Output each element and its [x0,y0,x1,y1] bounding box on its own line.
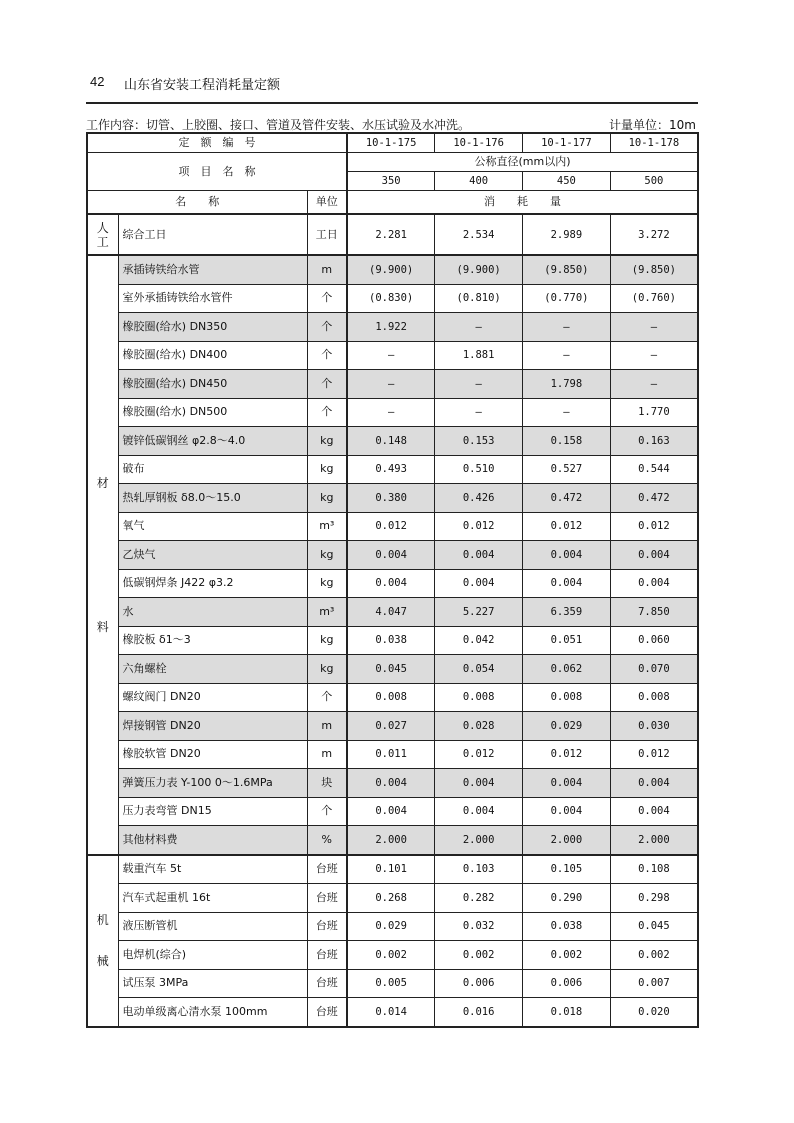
item-unit: 工日 [307,214,347,255]
item-unit: 个 [307,683,347,712]
consumption-value: 2.000 [610,826,698,855]
quota-code: 10-1-175 [347,133,435,153]
table-row [87,284,698,313]
consumption-value: 0.012 [610,512,698,541]
table-row [87,370,698,399]
table-row [87,569,698,598]
category-label: 人工 [96,220,109,249]
item-name: 橡胶圈(给水) DN400 [118,341,307,370]
item-name: 橡胶板 δ1～3 [118,626,307,655]
consumption-value: 0.038 [347,626,435,655]
consumption-value: 3.272 [610,214,698,255]
category-machine [87,855,118,1027]
item-unit: % [307,826,347,855]
consumption-value: 0.005 [347,969,435,998]
consumption-value: 0.004 [610,769,698,798]
consumption-value: 0.004 [435,541,523,570]
consumption-value: 1.770 [610,398,698,427]
item-unit: 台班 [307,941,347,970]
item-unit: m³ [307,512,347,541]
consumption-value: 1.798 [523,370,611,399]
table-row [87,998,698,1027]
consumption-value: 0.042 [435,626,523,655]
consumption-value: 0.510 [435,455,523,484]
item-name: 橡胶软管 DN20 [118,740,307,769]
item-name: 橡胶圈(给水) DN450 [118,370,307,399]
diameter-value: 400 [435,172,523,191]
consumption-value: 0.029 [347,912,435,941]
consumption-value: 0.103 [435,855,523,884]
table-row [87,712,698,741]
consumption-value: 0.027 [347,712,435,741]
consumption-value: 0.472 [523,484,611,513]
item-unit: kg [307,655,347,684]
consumption-value: 0.004 [523,569,611,598]
item-unit: 块 [307,769,347,798]
consumption-value: 0.007 [610,969,698,998]
consumption-value: 0.268 [347,884,435,913]
item-unit: m³ [307,598,347,627]
consumption-value: 0.426 [435,484,523,513]
table-row [87,740,698,769]
quota-code-label: 定 额 编 号 [87,133,347,153]
consumption-value: 0.105 [523,855,611,884]
category-label: 材料 [96,475,109,634]
item-name: 热轧厚钢板 δ8.0～15.0 [118,484,307,513]
consumption-value: 0.290 [523,884,611,913]
table-row [87,255,698,284]
consumption-value: 0.070 [610,655,698,684]
consumption-value: 2.000 [523,826,611,855]
table-row [87,484,698,513]
item-name: 室外承插铸铁给水管件 [118,284,307,313]
consumption-value: 0.004 [523,769,611,798]
consumption-value: 0.062 [523,655,611,684]
consumption-value: 0.032 [435,912,523,941]
item-name: 综合工日 [118,214,307,255]
consumption-value: 0.011 [347,740,435,769]
item-name: 橡胶圈(给水) DN350 [118,313,307,342]
consumption-value: 1.881 [435,341,523,370]
consumption-value: 0.028 [435,712,523,741]
item-name: 电焊机(综合) [118,941,307,970]
consumption-value: 0.004 [347,569,435,598]
table-row [87,683,698,712]
consumption-value: 0.004 [347,797,435,826]
item-name: 水 [118,598,307,627]
table-row [87,769,698,798]
quota-code: 10-1-176 [435,133,523,153]
consumption-value: 0.544 [610,455,698,484]
column-header-name: 名 称 [87,191,307,215]
table-row [87,427,698,456]
page-number: 42 [90,74,105,89]
consumption-value: 0.004 [435,569,523,598]
item-name: 破布 [118,455,307,484]
consumption-value: 0.012 [610,740,698,769]
consumption-value: 0.020 [610,998,698,1027]
consumption-value: 1.922 [347,313,435,342]
column-header-row [87,191,698,215]
table-row [87,655,698,684]
consumption-value: (0.810) [435,284,523,313]
quota-table [86,132,699,1028]
item-unit: 个 [307,398,347,427]
consumption-value: 0.038 [523,912,611,941]
item-unit: m [307,740,347,769]
work-content: 工作内容：切管、上胶圈、接口、管道及管件安装、水压试验及水冲洗。 [86,118,471,132]
consumption-value: 6.359 [523,598,611,627]
item-name: 低碳钢焊条 J422 φ3.2 [118,569,307,598]
consumption-value: — [347,398,435,427]
diameter-value: 450 [523,172,611,191]
item-name: 液压断管机 [118,912,307,941]
consumption-value: 0.004 [435,769,523,798]
consumption-value: 0.014 [347,998,435,1027]
consumption-value: 0.148 [347,427,435,456]
table-row [87,313,698,342]
consumption-value: — [610,370,698,399]
table-row [87,598,698,627]
consumption-value: 2.000 [435,826,523,855]
item-unit: m [307,255,347,284]
consumption-value: 0.002 [435,941,523,970]
table-row [87,626,698,655]
item-unit: 台班 [307,855,347,884]
consumption-value: 0.472 [610,484,698,513]
consumption-value: 0.008 [523,683,611,712]
item-unit: kg [307,484,347,513]
consumption-value: — [610,313,698,342]
consumption-value: 0.006 [435,969,523,998]
consumption-value: 0.108 [610,855,698,884]
consumption-value: 0.004 [523,797,611,826]
item-unit: 个 [307,797,347,826]
column-header-consumption: 消 耗 量 [347,191,698,215]
consumption-value: 0.002 [523,941,611,970]
consumption-value: (9.850) [523,255,611,284]
book-title: 山东省安装工程消耗量定额 [124,78,281,93]
consumption-value: (0.760) [610,284,698,313]
consumption-value: 0.012 [347,512,435,541]
diameter-value: 500 [610,172,698,191]
consumption-value: 2.281 [347,214,435,255]
consumption-value: 0.298 [610,884,698,913]
consumption-value: 0.008 [347,683,435,712]
consumption-value: 0.006 [523,969,611,998]
consumption-value: — [610,341,698,370]
unit-label: 计量单位：10m [609,118,696,132]
consumption-value: 0.012 [435,740,523,769]
consumption-value: 0.018 [523,998,611,1027]
consumption-value: 0.008 [610,683,698,712]
category-label: 机械 [96,912,109,968]
consumption-value: — [523,341,611,370]
item-name: 氧气 [118,512,307,541]
consumption-value: 5.227 [435,598,523,627]
consumption-value: 0.153 [435,427,523,456]
consumption-value: 0.054 [435,655,523,684]
item-unit: 个 [307,284,347,313]
table-row [87,826,698,855]
consumption-value: 2.000 [347,826,435,855]
consumption-value: 0.158 [523,427,611,456]
table-row [87,912,698,941]
table-row [87,398,698,427]
consumption-value: — [347,341,435,370]
consumption-value: 0.045 [347,655,435,684]
table-row [87,455,698,484]
column-header-unit: 单位 [307,191,347,215]
diameter-label-row [87,153,698,172]
consumption-value: (9.900) [347,255,435,284]
item-unit: kg [307,455,347,484]
consumption-value: 0.012 [523,512,611,541]
quota-code: 10-1-178 [610,133,698,153]
item-unit: 台班 [307,969,347,998]
consumption-value: (0.770) [523,284,611,313]
item-name: 镀锌低碳钢丝 φ2.8～4.0 [118,427,307,456]
consumption-value: 0.004 [523,541,611,570]
table-row [87,541,698,570]
item-unit: 个 [307,313,347,342]
consumption-value: 0.282 [435,884,523,913]
consumption-value: 0.045 [610,912,698,941]
consumption-value: 0.030 [610,712,698,741]
diameter-label: 公称直径(mm以内) [347,153,698,172]
item-name: 弹簧压力表 Y-100 0～1.6MPa [118,769,307,798]
item-unit: kg [307,626,347,655]
consumption-value: — [523,313,611,342]
consumption-value: — [523,398,611,427]
table-row [87,855,698,884]
consumption-value: 0.012 [435,512,523,541]
consumption-value: 0.008 [435,683,523,712]
consumption-value: — [435,370,523,399]
quota-code: 10-1-177 [523,133,611,153]
consumption-value: 0.004 [610,569,698,598]
consumption-value: 0.004 [610,541,698,570]
consumption-value: — [435,398,523,427]
consumption-value: 0.004 [610,797,698,826]
consumption-value: 7.850 [610,598,698,627]
item-name: 乙炔气 [118,541,307,570]
consumption-value: 0.012 [523,740,611,769]
item-unit: kg [307,427,347,456]
table-row [87,941,698,970]
item-name: 载重汽车 5t [118,855,307,884]
item-name-label: 项 目 名 称 [87,153,347,191]
quota-code-row [87,133,698,153]
consumption-value: 4.047 [347,598,435,627]
consumption-value: 0.004 [347,541,435,570]
consumption-value: 0.002 [610,941,698,970]
consumption-value: 0.163 [610,427,698,456]
item-name: 压力表弯管 DN15 [118,797,307,826]
consumption-value: 0.002 [347,941,435,970]
item-name: 试压泵 3MPa [118,969,307,998]
table-row [87,214,698,255]
table-row [87,797,698,826]
category-material [87,255,118,855]
item-name: 焊接钢管 DN20 [118,712,307,741]
item-unit: 个 [307,370,347,399]
consumption-value: 0.380 [347,484,435,513]
item-name: 其他材料费 [118,826,307,855]
consumption-value: — [347,370,435,399]
item-name: 汽车式起重机 16t [118,884,307,913]
item-name: 六角螺栓 [118,655,307,684]
item-unit: 台班 [307,912,347,941]
consumption-value: (9.850) [610,255,698,284]
table-row [87,512,698,541]
item-unit: 台班 [307,998,347,1027]
consumption-value: 0.016 [435,998,523,1027]
header-divider [86,102,698,104]
consumption-value: 0.029 [523,712,611,741]
consumption-value: 0.004 [435,797,523,826]
category-labor [87,214,118,255]
table-row [87,341,698,370]
diameter-value: 350 [347,172,435,191]
item-name: 电动单级离心清水泵 100mm [118,998,307,1027]
consumption-value: 0.004 [347,769,435,798]
item-unit: 个 [307,341,347,370]
item-unit: m [307,712,347,741]
consumption-value: 0.060 [610,626,698,655]
item-unit: kg [307,541,347,570]
item-name: 承插铸铁给水管 [118,255,307,284]
consumption-value: 0.527 [523,455,611,484]
item-name: 橡胶圈(给水) DN500 [118,398,307,427]
consumption-value: 0.101 [347,855,435,884]
table-row [87,884,698,913]
item-name: 螺纹阀门 DN20 [118,683,307,712]
consumption-value: (0.830) [347,284,435,313]
consumption-value: — [435,313,523,342]
consumption-value: (9.900) [435,255,523,284]
consumption-value: 0.493 [347,455,435,484]
consumption-value: 2.989 [523,214,611,255]
item-unit: 台班 [307,884,347,913]
item-unit: kg [307,569,347,598]
consumption-value: 0.051 [523,626,611,655]
consumption-value: 2.534 [435,214,523,255]
table-row [87,969,698,998]
